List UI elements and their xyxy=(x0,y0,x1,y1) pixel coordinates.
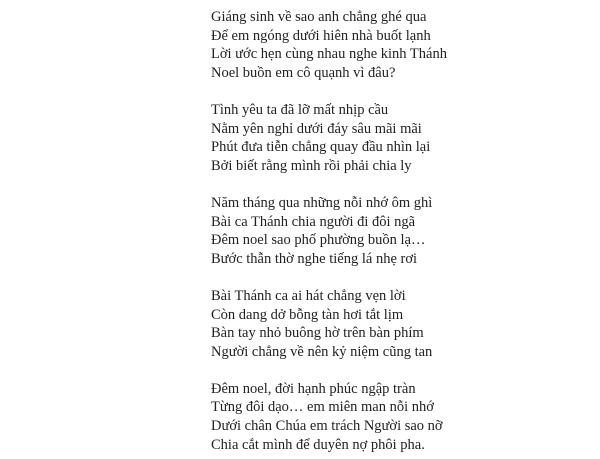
poem-line: Để em ngóng dưới hiên nhà buốt lạnh xyxy=(211,27,431,44)
poem-line: Bước thẫn thờ nghe tiếng lá nhẹ rơi xyxy=(211,250,418,267)
poem-line: Noel buồn em cô quạnh vì đâu? xyxy=(211,64,396,81)
poem-line: Đêm noel sao phố phường buồn lạ… xyxy=(211,232,426,249)
poem-line: Người chẳng về nên kỷ niệm cũng tan xyxy=(211,343,433,360)
poem-line: Từng đôi dạo… em miên man nỗi nhớ xyxy=(211,399,434,416)
poem-line: Năm tháng qua những nỗi nhớ ôm ghì xyxy=(211,194,433,211)
poem xyxy=(211,8,591,454)
poem-line: Lời ước hẹn cùng nhau nghe kinh Thánh xyxy=(211,46,447,63)
poem-line: Chia cắt mình để duyên nợ phôi pha. xyxy=(211,436,425,453)
stanza-2 xyxy=(211,101,591,175)
poem-line: Giáng sinh về sao anh chẳng ghé qua xyxy=(211,9,427,25)
poem-line: Còn dang dở bỗng tàn hơi tắt lịm xyxy=(211,306,404,323)
poem-line: Bài ca Thánh chia người đi đôi ngã xyxy=(211,213,416,230)
stanza-3 xyxy=(211,194,591,268)
poem-line: Bài Thánh ca ai hát chẳng vẹn lời xyxy=(211,287,406,304)
stanza-4 xyxy=(211,287,591,361)
poem-line: Nằm yên nghỉ dưới đáy sâu mãi mãi xyxy=(211,120,422,137)
poem-line: Bàn tay nhỏ buông hờ trên bàn phím xyxy=(211,325,424,342)
poem-line: Dưới chân Chúa em trách Người sao nỡ xyxy=(211,418,443,435)
poem-line: Phút đưa tiễn chẳng quay đầu nhìn lại xyxy=(211,139,431,156)
poem-line: Bởi biết rằng mình rồi phải chia ly xyxy=(211,157,412,174)
stanza-5 xyxy=(211,380,591,454)
stanza-1 xyxy=(211,8,591,82)
poem-line: Tình yêu ta đã lỡ mất nhịp cầu xyxy=(211,101,389,118)
poem-line: Đêm noel, đời hạnh phúc ngập tràn xyxy=(211,380,416,397)
